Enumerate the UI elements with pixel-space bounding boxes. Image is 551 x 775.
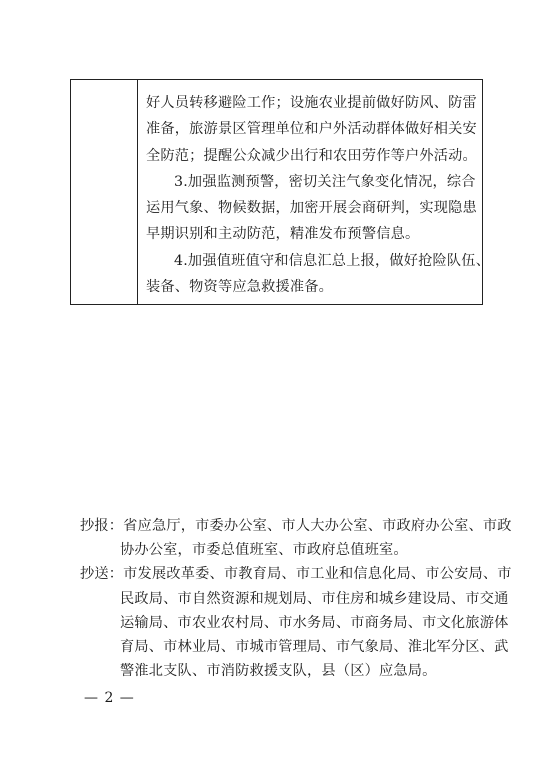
report-to-line: 协办公室，市委总值班室、市政府总值班室。	[120, 542, 408, 559]
table-line: 运用气象、物候数据，加密开展会商研判，实现隐患	[146, 200, 477, 217]
page-number: — 2 —	[84, 690, 135, 706]
table-line: 装备、物资等应急救援准备。	[146, 279, 334, 296]
copy-to-line: 育局、市林业局、市城市管理局、市气象局、淮北军分区、武	[120, 639, 509, 656]
copy-to-line: 抄送：市发展改革委、市教育局、市工业和信息化局、市公安局、市	[80, 566, 512, 583]
table-line: 早期识别和主动防范，精准发布预警信息。	[146, 226, 420, 243]
table-line: 3.加强监测预警，密切关注气象变化情况，综合	[174, 173, 476, 190]
copy-to-line: 警淮北支队、市消防救援支队，县（区）应急局。	[120, 663, 437, 680]
table-line: 全防范；提醒公众减少出行和农田劳作等户外活动。	[146, 147, 477, 164]
table-line: 4.加强值班值守和信息汇总上报，做好抢险队伍、	[174, 252, 491, 269]
content-table	[70, 79, 491, 305]
table-line: 好人员转移避险工作；设施农业提前做好防风、防雷	[146, 95, 477, 111]
report-to-line: 抄报：省应急厅，市委办公室、市人大办公室、市政府办公室、市政	[80, 518, 512, 534]
table-label-cell	[71, 80, 138, 304]
copy-to-section	[80, 562, 512, 683]
report-to-section	[80, 514, 512, 562]
copy-to-line: 运输局、市农业农村局、市水务局、市商务局、市文化旅游体	[120, 614, 509, 631]
table-line: 准备，旅游景区管理单位和户外活动群体做好相关安	[146, 121, 477, 138]
distribution-list	[80, 514, 512, 683]
copy-to-line: 民政局、市自然资源和规划局、市住房和城乡建设局、市交通	[120, 590, 509, 607]
table-content-cell	[138, 80, 491, 304]
